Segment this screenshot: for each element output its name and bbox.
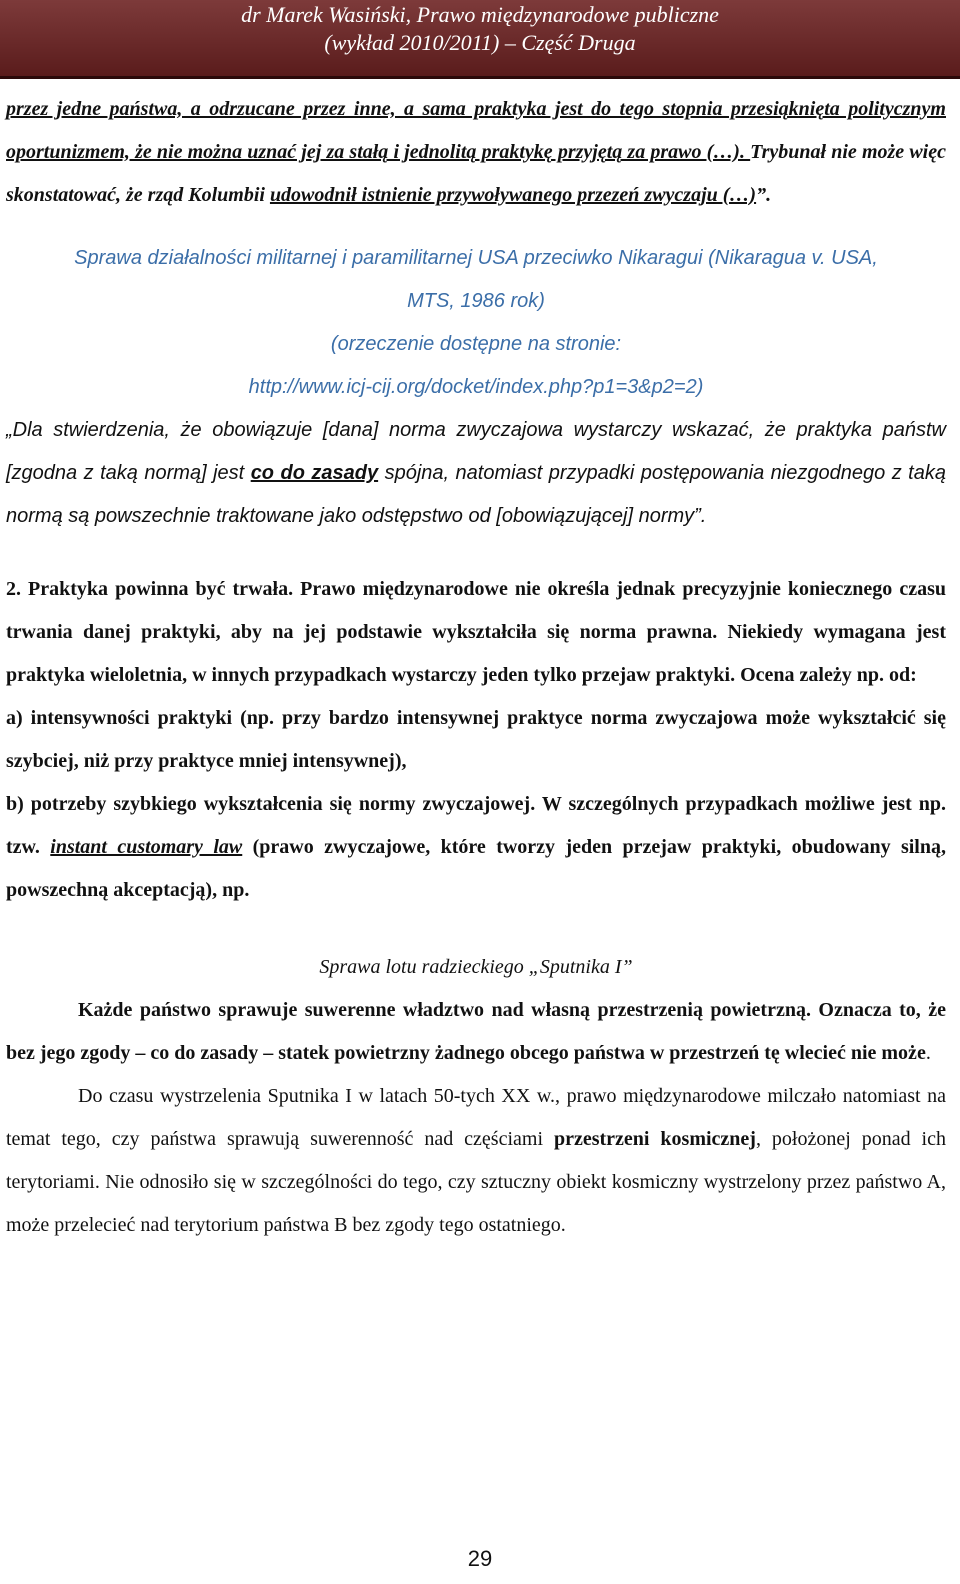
nicaragua-quote-b: spójna, natomiast przypadki postępowania niezgodnego z taką normą są powszechnie traktowane jako odstępstwo od [obowiązującej] normy”.: [6, 462, 946, 527]
sputnik-title-text: Sprawa lotu radzieckiego „Sputnika I”: [319, 956, 633, 978]
quote-part-2: Trybunał nie może więc skonstatować, że rząd Kolumbii: [6, 141, 946, 206]
sputnik-paragraph-bold: przestrzeni kosmicznej: [553, 1128, 756, 1150]
nicaragua-title-line-1: Sprawa działalności militarnej i paramilitarnej USA przeciwko Nikaragui (Nikaragua v. USA,: [74, 247, 878, 269]
sputnik-paragraph-b: , położonej ponad ich terytoriami. Nie odnosiło się w szczególności do tego, czy sztuczny obiekt kosmiczny wystrzelony przez państwo A, może przelecieć nad terytorium państwa B bez zgody tego ostatniego.: [6, 1128, 946, 1236]
quote-part-1: przez jedne państwa, a odrzucane przez inne, a sama praktyka jest do tego stopnia przesiąknięta politycznym oportunizmem, że nie można uznać jej za stałą i jednolitą praktykę przyjętą za prawo (…).: [6, 98, 946, 163]
practice-paragraph: 2. Praktyka powinna być trwała. Prawo międzynarodowe nie określa jednak precyzyjnie koniecznego czasu trwania danej praktyki, aby na jej podstawie wykształciła się norma prawna. Niekiedy wymagana jest praktyka wieloletnia, w innych przypadkach wystarczy jeden tylko przejaw praktyki. Ocena zależy np. od:: [6, 578, 946, 686]
colombia-quote: [6, 88, 946, 217]
sputnik-bold-end: .: [925, 1042, 931, 1064]
nicaragua-source-link[interactable]: http://www.icj-cij.org/docket/index.php?p1=3&p2=2): [248, 376, 704, 398]
sputnik-bold-paragraph: [6, 989, 946, 1075]
spacer: [6, 538, 946, 568]
sputnik-paragraph-a: Do czasu wystrzelenia Sputnika I w latach 50-tych XX w., prawo międzynarodowe milczało natomiast na temat tego, czy państwa sprawują suwerenność nad częściami: [6, 1085, 946, 1150]
practice-point-b-part-1: b) potrzeby szybkiego wykształcenia się normy zwyczajowej. W szczególnych przypadkach możliwe jest np. tzw.: [6, 793, 946, 858]
practice-point-b: [6, 783, 946, 912]
nicaragua-quote-underlined: co do zasady: [250, 462, 379, 484]
page-content: [6, 88, 946, 1247]
nicaragua-quote: [6, 409, 946, 538]
instant-customary-law: instant customary law: [50, 836, 243, 858]
quote-part-4: ”.: [756, 184, 772, 206]
nicaragua-title-line-2: MTS, 1986 rok): [407, 290, 545, 312]
quote-part-3: udowodnił istnienie przywoływanego przezeń zwyczaju (…): [269, 184, 757, 206]
header-line-1: dr Marek Wasiński, Prawo międzynarodowe publiczne: [241, 2, 719, 27]
practice-point-b-part-2: (prawo zwyczajowe, które tworzy jeden przejaw praktyki, obudowany silną, powszechną akceptacją), np.: [6, 836, 946, 901]
sputnik-paragraph: [6, 1075, 946, 1247]
page-header: [0, 0, 960, 79]
page-number: 29: [467, 1546, 493, 1571]
sputnik-title: [6, 946, 946, 989]
header-line-2: (wykład 2010/2011) – Część Druga: [324, 30, 636, 55]
practice-point-a: a) intensywności praktyki (np. przy bardzo intensywnej praktyce norma zwyczajowa może wykształcić się szybciej, niż przy praktyce mniej intensywnej),: [6, 707, 946, 772]
nicaragua-quote-a: „Dla stwierdzenia, że obowiązuje [dana] norma zwyczajowa wystarczy wskazać, że praktyka państw [zgodna z taką normą] jest: [6, 419, 946, 484]
sputnik-bold-text: Każde państwo sprawuje suwerenne władztwo nad własną przestrzenią powietrzną. Oznacza to, że bez jego zgody – co do zasady – statek powietrzny żadnego obcego państwa w przestrzeń tę wlecieć nie może: [6, 999, 946, 1064]
nicaragua-source-line-1: (orzeczenie dostępne na stronie:: [330, 333, 622, 355]
nicaragua-title: [6, 237, 946, 409]
spacer: [6, 912, 946, 946]
spacer: [6, 217, 946, 237]
